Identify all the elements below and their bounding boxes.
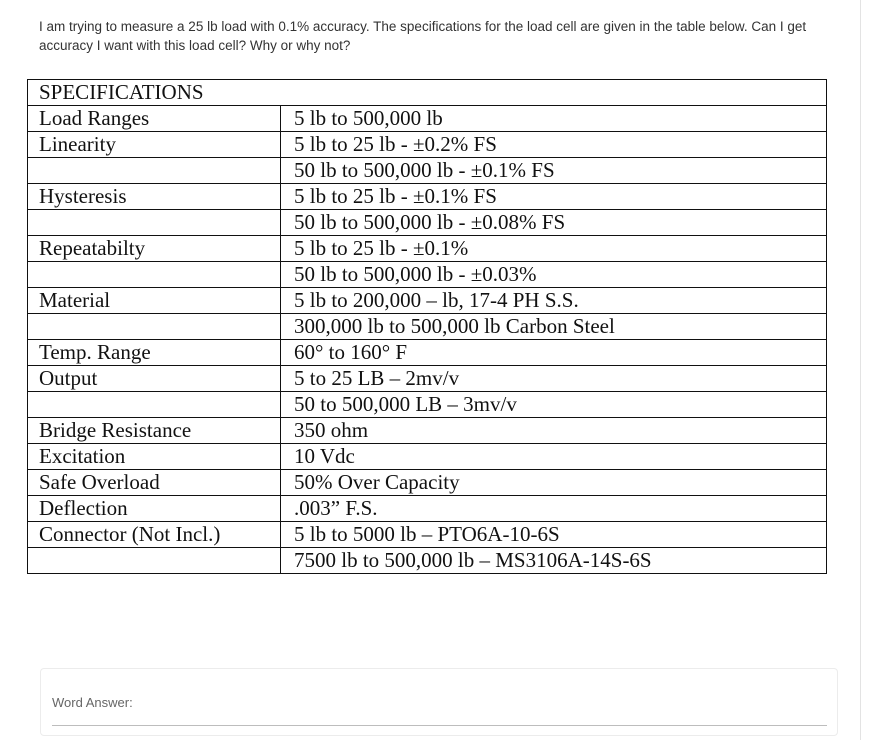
spec-value: 50 to 500,000 LB – 3mv/v — [281, 392, 827, 418]
spec-label — [28, 158, 281, 184]
spec-value: 5 lb to 5000 lb – PTO6A-10-6S — [281, 522, 827, 548]
spec-label: Connector (Not Incl.) — [28, 522, 281, 548]
spec-value: 5 lb to 25 lb - ±0.2% FS — [281, 132, 827, 158]
spec-value: 350 ohm — [281, 418, 827, 444]
question-text: I am trying to measure a 25 lb load with 0.1% accuracy. The specifications for the load cell are given in the table below. Can I get accuracy I want with this load cell? Why or why not? — [39, 19, 807, 53]
table-row — [28, 236, 827, 262]
spec-label: Deflection — [28, 496, 281, 522]
spec-value: 300,000 lb to 500,000 lb Carbon Steel — [281, 314, 827, 340]
spec-value: 7500 lb to 500,000 lb – MS3106A-14S-6S — [281, 548, 827, 574]
table-row — [28, 158, 827, 184]
table-row — [28, 184, 827, 210]
spec-label — [28, 210, 281, 236]
table-title: SPECIFICATIONS — [28, 80, 281, 106]
word-answer-box — [40, 668, 838, 736]
table-header-row — [28, 80, 827, 106]
spec-value: 50 lb to 500,000 lb - ±0.03% — [281, 262, 827, 288]
spec-value: 10 Vdc — [281, 444, 827, 470]
spec-label: Output — [28, 366, 281, 392]
table-row — [28, 470, 827, 496]
table-row — [28, 366, 827, 392]
table-row — [28, 210, 827, 236]
table-row — [28, 392, 827, 418]
table-row — [28, 522, 827, 548]
table-row — [28, 314, 827, 340]
spec-label: Temp. Range — [28, 340, 281, 366]
spec-value: 50 lb to 500,000 lb - ±0.08% FS — [281, 210, 827, 236]
table-row — [28, 418, 827, 444]
table-row — [28, 106, 827, 132]
table-row — [28, 548, 827, 574]
spec-value: 5 lb to 200,000 – lb, 17-4 PH S.S. — [281, 288, 827, 314]
table-row — [28, 262, 827, 288]
spec-label: Load Ranges — [28, 106, 281, 132]
spec-value: 5 lb to 500,000 lb — [281, 106, 827, 132]
spec-value: 50 lb to 500,000 lb - ±0.1% FS — [281, 158, 827, 184]
spec-label: Excitation — [28, 444, 281, 470]
spec-value: 5 lb to 25 lb - ±0.1% — [281, 236, 827, 262]
word-answer-input[interactable] — [52, 713, 827, 726]
spec-label: Bridge Resistance — [28, 418, 281, 444]
spec-value: 60° to 160° F — [281, 340, 827, 366]
spec-value: 50% Over Capacity — [281, 470, 827, 496]
word-answer-label: Word Answer: — [52, 695, 133, 710]
spec-value: .003” F.S. — [281, 496, 827, 522]
spec-value: 5 to 25 LB – 2mv/v — [281, 366, 827, 392]
table-title-blank — [281, 80, 827, 106]
spec-label — [28, 548, 281, 574]
table-row — [28, 496, 827, 522]
spec-value: 5 lb to 25 lb - ±0.1% FS — [281, 184, 827, 210]
specifications-table — [27, 79, 827, 574]
spec-label — [28, 314, 281, 340]
spec-label — [28, 392, 281, 418]
table-row — [28, 288, 827, 314]
table-row — [28, 340, 827, 366]
table-row — [28, 444, 827, 470]
spec-label: Safe Overload — [28, 470, 281, 496]
spec-label — [28, 262, 281, 288]
spec-label: Linearity — [28, 132, 281, 158]
table-row — [28, 132, 827, 158]
spec-label: Repeatabilty — [28, 236, 281, 262]
spec-label: Material — [28, 288, 281, 314]
spec-label: Hysteresis — [28, 184, 281, 210]
